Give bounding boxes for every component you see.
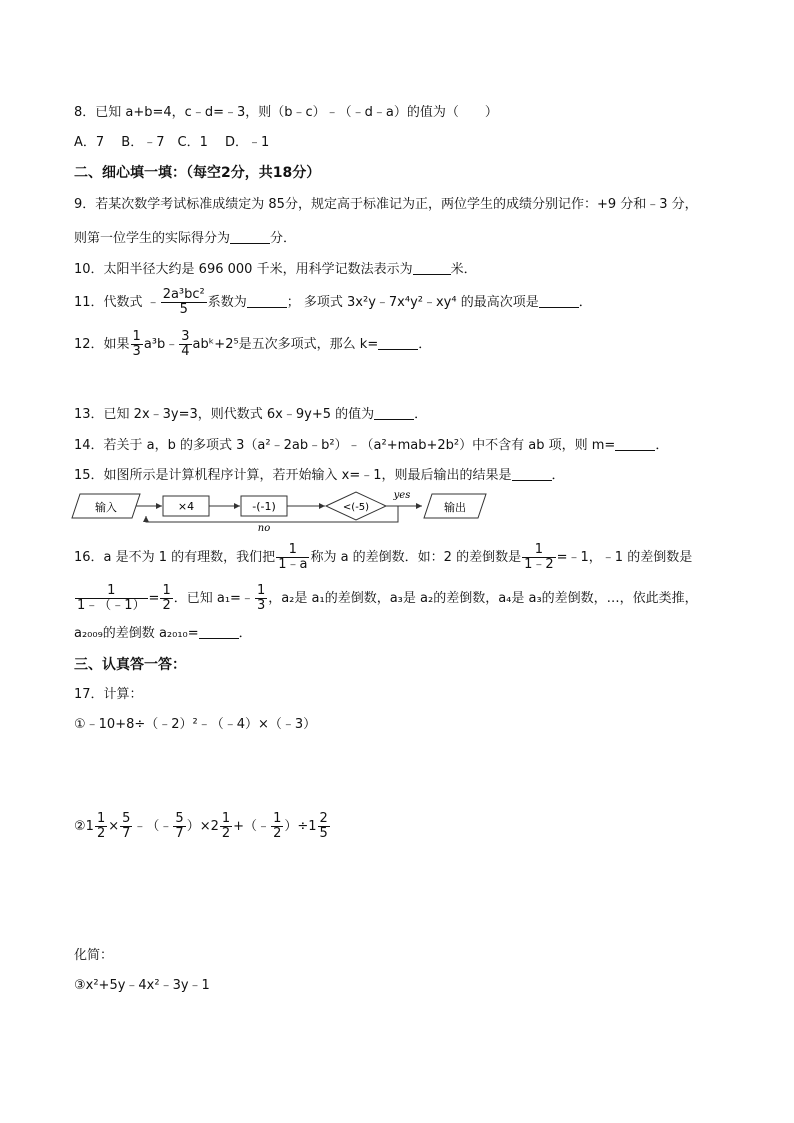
question-9-text: 则第一位学生的实际得分为: [74, 231, 231, 246]
fraction-numerator: 2a³bc²: [162, 287, 205, 302]
flow-input-label: 输入: [95, 501, 117, 514]
flow-arrowhead: [156, 503, 162, 509]
section-3-heading: 三、认真答一答：: [74, 657, 186, 673]
fraction-denominator: 2: [96, 826, 106, 841]
question-15-end: ．: [551, 468, 565, 483]
fraction-denominator: 2: [273, 826, 282, 841]
question-16-line3: [74, 624, 252, 643]
fraction-numerator: 1: [96, 811, 106, 826]
fraction-numerator: 3: [181, 329, 190, 344]
fraction-numerator: 1: [132, 329, 141, 344]
fraction: [255, 584, 267, 613]
question-17-part1: ①﹣10+8÷（﹣2）²﹣（﹣4）×（﹣3）: [74, 717, 317, 732]
answer-blank: [378, 335, 418, 350]
fraction: [318, 812, 330, 841]
fraction: [276, 543, 309, 572]
question-11-coef-label: 系数为: [207, 295, 247, 310]
answer-blank: [512, 466, 552, 481]
question-16-text: ，a₂是 a₁的差倒数，a₃是 a₂的差倒数，a₄是 a₃的差倒数，…，依此类推，: [268, 591, 698, 606]
answer-blank: [230, 229, 270, 244]
fraction-denominator: 7: [122, 826, 131, 841]
question-16-end: ．: [238, 626, 252, 641]
question-9-line2: [74, 229, 296, 248]
fraction-numerator: 1: [221, 811, 231, 826]
flow-condition-label: <(-5): [342, 502, 370, 513]
fraction: [160, 584, 172, 613]
question-13-end: ．: [414, 407, 428, 422]
flow-multiply-label: ×4: [177, 500, 195, 513]
question-11-end: ．: [578, 295, 592, 310]
question-9-unit: 分．: [270, 231, 297, 246]
fraction-denominator: 2: [221, 826, 231, 841]
question-12-term: a³b﹣: [143, 337, 179, 352]
question-10-text: 10．太阳半径大约是 696 000 千米，用科学记数法表示为: [74, 262, 413, 277]
expr-text: ②1: [74, 819, 94, 834]
expr-text: ﹣（﹣: [133, 819, 173, 834]
fraction-numerator: 1: [256, 583, 266, 598]
fraction: [120, 812, 132, 841]
question-10: [74, 260, 477, 279]
question-16-text: =: [148, 591, 160, 606]
expr-text: ）×2: [186, 819, 219, 834]
flow-no-label: no: [257, 523, 271, 532]
fraction-denominator: 1﹣（﹣1）: [77, 598, 146, 613]
question-12-rest: abᵏ+2⁵是五次多项式，那么 k=: [192, 337, 379, 352]
expr-text: ）÷1: [284, 819, 317, 834]
fraction-numerator: 1: [273, 811, 282, 826]
question-8-stem: 8．已知 a+b=4，c﹣d=﹣3，则（b﹣c）﹣（﹣d﹣a）的值为（ ）: [74, 105, 498, 120]
fraction-numerator: 5: [122, 811, 131, 826]
program-flowchart: [68, 488, 498, 532]
fraction: [179, 330, 191, 359]
fraction: [220, 812, 232, 841]
expr-text: +（﹣: [233, 819, 271, 834]
fraction-numerator: 2: [319, 811, 328, 826]
question-16-text: 称为 a 的差倒数．如：2 的差倒数是: [310, 550, 522, 565]
simplify-heading: 化简：: [74, 948, 114, 963]
question-17-part3: ③x²+5y﹣4x²﹣3y﹣1: [74, 978, 210, 993]
answer-blank: [413, 260, 451, 275]
fraction: [161, 288, 207, 317]
fraction-denominator: 1﹣a: [278, 557, 308, 572]
section-2-heading: 二、细心填一填：（每空2分，共18分）: [74, 165, 321, 181]
fraction: [75, 584, 148, 613]
question-13-text: 13．已知 2x﹣3y=3，则代数式 6x﹣9y+5 的值为: [74, 407, 375, 422]
question-16-line1: [74, 543, 692, 572]
flow-yes-label: yes: [393, 490, 411, 501]
fraction-numerator: 1: [75, 584, 148, 599]
fraction-numerator: 1: [276, 543, 309, 558]
question-14-end: ．: [655, 438, 669, 453]
fraction-denominator: 3: [256, 598, 266, 613]
fraction-denominator: 7: [175, 826, 184, 841]
question-16-text: =﹣1，﹣1 的差倒数是: [556, 550, 693, 565]
question-14: [74, 436, 668, 455]
fraction-denominator: 2: [162, 598, 171, 613]
question-8-options: A．7 B．﹣7 C．1 D．﹣1: [74, 135, 270, 150]
answer-blank: [199, 624, 239, 639]
question-17-title: 17．计算：: [74, 687, 143, 702]
question-12-end: ．: [418, 337, 432, 352]
answer-blank: [615, 436, 655, 451]
fraction-numerator: 5: [175, 811, 184, 826]
fraction-denominator: 5: [179, 302, 188, 317]
fraction-denominator: 1﹣2: [524, 557, 554, 572]
question-16-text: a₂₀₀₉的差倒数 a₂₀₁₀=: [74, 626, 199, 641]
answer-blank: [247, 293, 287, 308]
fraction-numerator: 1: [522, 543, 556, 558]
question-11: [74, 288, 592, 317]
fraction: [131, 330, 143, 359]
flow-arrowhead: [416, 503, 422, 509]
question-17-part2: [74, 812, 331, 841]
fraction: [95, 812, 107, 841]
fraction: [271, 812, 283, 841]
question-12: [74, 330, 431, 359]
question-12-text: 12．如果: [74, 337, 130, 352]
answer-blank: [539, 293, 579, 308]
question-11-text: 11．代数式 ﹣: [74, 295, 160, 310]
fraction-denominator: 4: [181, 344, 190, 359]
answer-blank: [374, 405, 414, 420]
flow-output-label: 输出: [444, 501, 466, 514]
question-9-line1: 9．若某次数学考试标准成绩定为 85分，规定高于标准记为正，两位学生的成绩分别记作：+9 分和﹣3 分，: [74, 197, 698, 212]
fraction: [522, 543, 556, 572]
question-13: [74, 405, 427, 424]
question-16-text: ．已知 a₁=﹣: [173, 591, 254, 606]
fraction-denominator: 3: [132, 344, 141, 359]
fraction-numerator: 1: [162, 583, 171, 598]
question-16-line2: [74, 584, 698, 613]
expr-text: ×: [108, 819, 120, 834]
question-11-poly: ； 多项式 3x²y﹣7x⁴y²﹣xy⁴ 的最高次项是: [286, 295, 539, 310]
flow-arrowhead: [234, 503, 240, 509]
question-15: [74, 466, 565, 485]
question-14-text: 14．若关于 a，b 的多项式 3（a²﹣2ab﹣b²）﹣（a²+mab+2b²）中不含有 ab 项，则 m=: [74, 438, 616, 453]
fraction: [173, 812, 185, 841]
question-16-text: 16．a 是不为 1 的有理数，我们把: [74, 550, 276, 565]
fraction-denominator: 5: [319, 826, 328, 841]
flow-arrowhead: [143, 516, 149, 522]
flow-subtract-label: -(-1): [252, 500, 276, 513]
question-10-unit: 米．: [450, 262, 477, 277]
flow-arrowhead: [319, 503, 325, 509]
question-15-text: 15．如图所示是计算机程序计算，若开始输入 x=﹣1，则最后输出的结果是: [74, 468, 512, 483]
